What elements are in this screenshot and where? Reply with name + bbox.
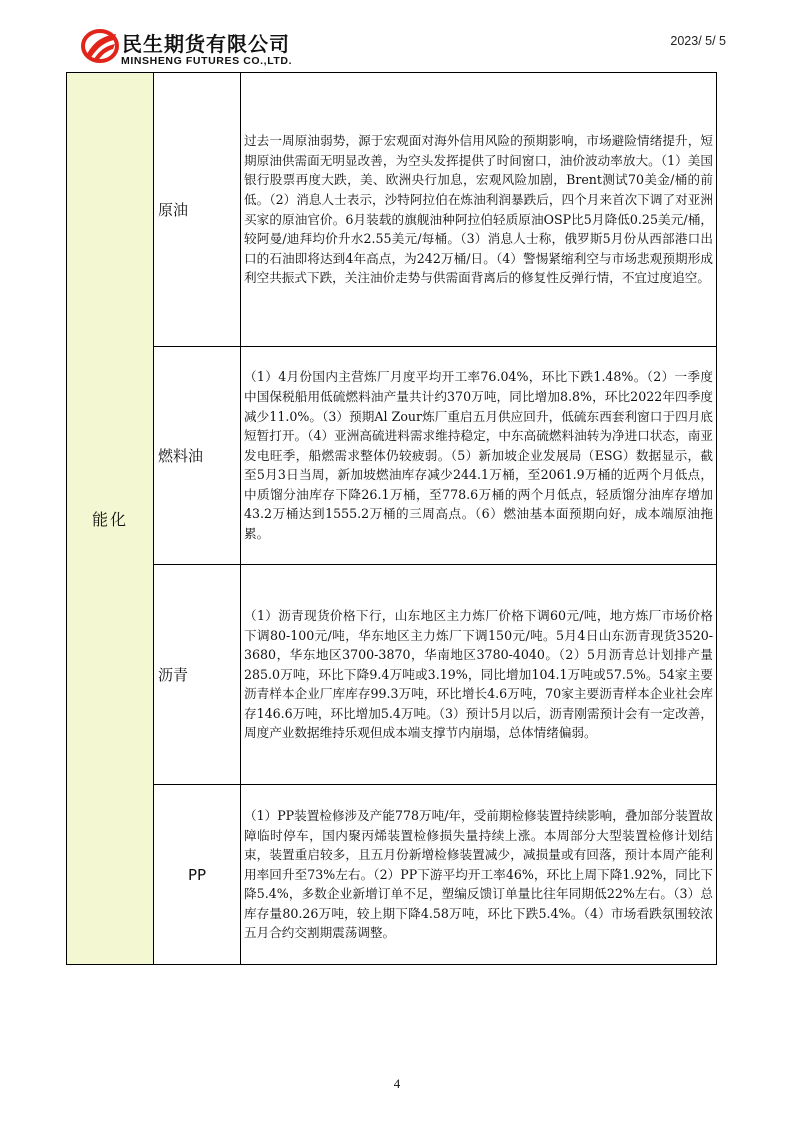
sector-commentary: （1）4月份国内主营炼厂月度平均开工率76.04%，环比下跌1.48%。（2）一季度中国保税船用低硫燃料油产量共计约370万吨，同比增加8.8%，环比2022年四季度减少11.0%。（3）预期Al Zour炼厂重启五月供应回升，低硫东西套利窗口于四月底短暂打开。（4）亚洲高硫进料需求维持稳定，中东高硫燃料油转为净进口状态，南亚发电旺季，船燃需求整体仍较疲弱。（5）新加坡企业发展局（ESG）数据显示，截至5月3日当周，新加坡燃油库存减少244.1万桶，至2061.9万桶的近两个月低点，中质馏分油库存下降26.1万桶，至778.6万桶的两个月低点，轻质馏分油库存增加43.2万桶达到1555.2万桶的三周高点。（6）燃油基本面预期向好，成本端原油拖累。 (241, 347, 717, 565)
minsheng-logo-icon (80, 26, 120, 66)
table-row (67, 73, 717, 347)
sector-name: PP (154, 785, 241, 965)
page-number: 4 (393, 1076, 401, 1091)
company-name-en: MINSHENG FUTURES CO.,LTD. (121, 55, 293, 67)
sector-commentary: （1）PP装置检修涉及产能778万吨/年，受前期检修装置持续影响，叠加部分装置故障临时停车，国内聚丙烯装置检修损失量持续上涨。本周部分大型装置检修计划结束，装置重启较多，且五月份新增检修装置减少，减损量或有回落，预计本周产能利用率回升至73%左右。（2）PP下游平均开工率46%，环比上周下降1.92%，同比下降5.4%，多数企业新增订单不足，塑编反馈订单量比往年同期低22%左右。（3）总库存量80.26万吨，较上期下降4.58万吨，环比下跌5.4%。（4）市场看跌氛围较浓五月合约交割期震荡调整。 (241, 785, 717, 965)
commodity-analysis-table (66, 72, 717, 965)
company-name-cn: 民生期货有限公司 (122, 32, 290, 56)
sector-name: 沥青 (154, 565, 241, 785)
table-row (67, 347, 717, 565)
sector-commentary: 过去一周原油弱势，源于宏观面对海外信用风险的预期影响，市场避险情绪提升，短期原油供需面无明显改善，为空头发挥提供了时间窗口，油价波动率放大。（1）美国银行股票再度大跌，美、欧洲央行加息，宏观风险加剧，Brent测试70美金/桶的前低。（2）消息人士表示，沙特阿拉伯在炼油利润暴跌后，四个月来首次下调了对亚洲买家的原油官价。6月装载的旗舰油种阿拉伯轻质原油OSP比5月降低0.25美元/桶，较阿曼/迪拜均价升水2.55美元/每桶。（3）消息人士称，俄罗斯5月份从西部港口出口的石油即将达到4年高点，为242万桶/日。（4）警惕紧缩利空与市场悲观预期形成利空共振式下跌，关注油价走势与供需面背离后的修复性反弹行情，不宜过度追空。 (241, 73, 717, 347)
report-date: 2023/ 5/ 5 (670, 34, 726, 48)
sector-name: 燃料油 (154, 347, 241, 565)
category-cell: 能化 (67, 73, 154, 965)
page-header (0, 0, 794, 74)
table-row (67, 565, 717, 785)
sector-name: 原油 (154, 73, 241, 347)
table-row (67, 785, 717, 965)
sector-commentary: （1）沥青现货价格下行，山东地区主力炼厂价格下调60元/吨，地方炼厂市场价格下调80-100元/吨，华东地区主力炼厂下调150元/吨。5月4日山东沥青现货3520-3680，华东地区3700-3870，华南地区3780-4040。（2）5月沥青总计划排产量285.0万吨，环比下降9.4万吨或3.19%，同比增加104.1万吨或57.5%。54家主要沥青样本企业厂库库存99.3万吨，环比增长4.6万吨，70家主要沥青样本企业社会库存146.6万吨，环比增加5.4万吨。（3）预计5月以后，沥青刚需预计会有一定改善，周度产业数据维持乐观但成本端支撑节内崩塌，总体情绪偏弱。 (241, 565, 717, 785)
